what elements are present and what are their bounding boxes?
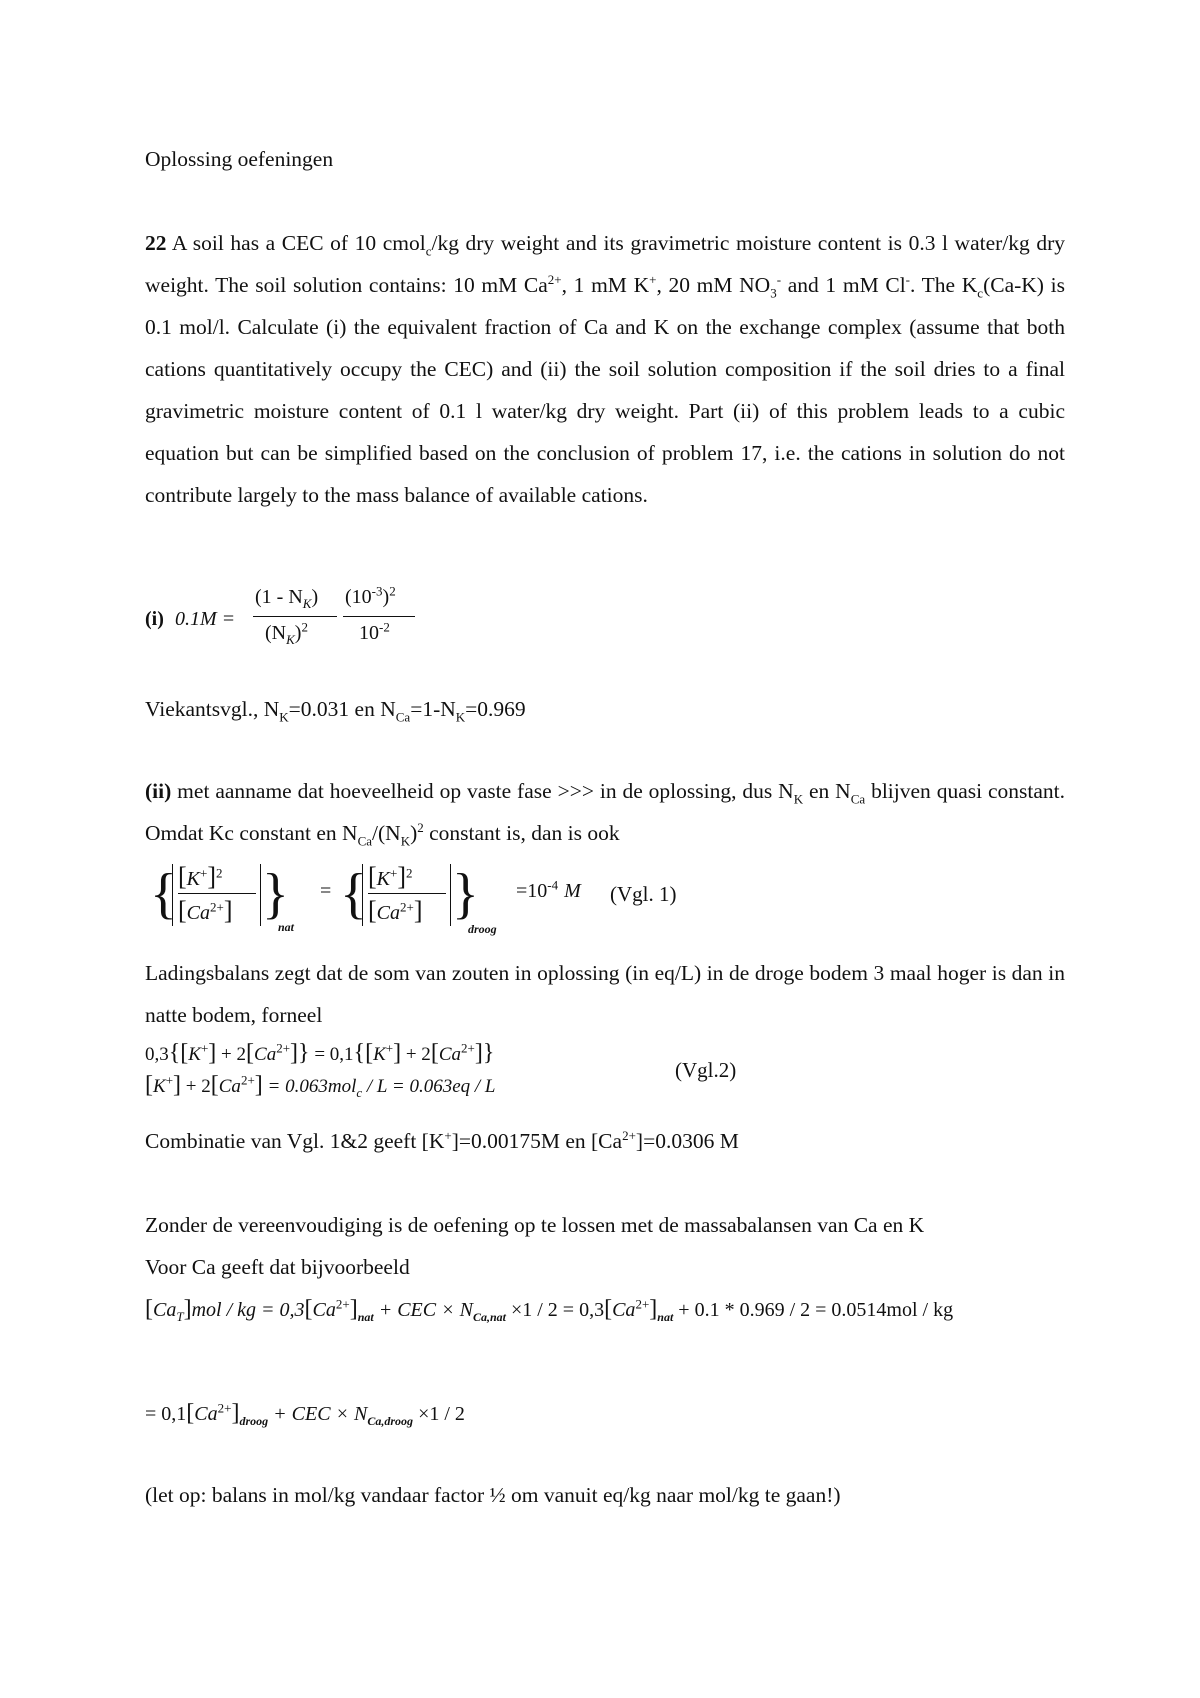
combination-result: Combinatie van Vgl. 1&2 geeft [K+]=0.00175M en $[Ca^{2+}]=0.0306$ M <box>145 1127 739 1153</box>
part-i-result: Viekantsvgl., $N_K=0.031$ en $N_{Ca}=1-N_K=0.969$ <box>145 697 526 725</box>
document-title: Oplossing oefeningen <box>145 147 334 171</box>
eq1-fraction-bar-left <box>178 893 256 894</box>
equation-1: { $[K^+]^2$ $[Ca^{2+}]$ } nat = { $[K^+]^2$ $[Ca^{2+}]$ } droog $=10^{-4}$ M (Vgl. 1) <box>150 862 677 936</box>
eq-denominator-2: $10^{-2}$ <box>359 619 390 644</box>
equation-4: = $0,1[Ca^{2+}]_{droog}$ + CEC × $N_{Ca,droog} \times 1 / 2$ <box>145 1400 465 1428</box>
eq-numerator-1: $(1 - N_K)$ <box>255 586 319 611</box>
equation-2-line-1: $0,3\{[K^+] + 2[Ca^{2+}]\} = 0,1\{[K^+] + 2[Ca^{2+}]\}$ <box>145 1040 495 1066</box>
part-i-equation: (i) 0.1M = $(1 - N_K)$ $(N_K)^2$ $(10^{-3})^2$ $10^{-2}$ <box>145 608 164 631</box>
part-ii-label: (ii) <box>145 779 172 803</box>
eq-numerator-2: $(10^{-3})^2$ <box>345 583 396 608</box>
equation-2 <box>145 1040 745 1110</box>
problem-number: 22 <box>145 231 167 255</box>
part-i-label: (i) <box>145 608 164 630</box>
without-simplification-line-2: Voor Ca geeft dat bijvoorbeeld <box>145 1255 410 1279</box>
note: (let op: balans in mol/kg vandaar factor ½ om vanuit eq/kg naar mol/kg te gaan!) <box>145 1483 841 1507</box>
problem-statement: 22 A soil has a CEC of 10 cmol$_c$/kg dry weight and its gravimetric moisture content is 0.3 l water/kg dry weight. The soil solution contains: 10 mM $Ca^{2+}$, 1 mM K+, 20 mM $NO_3^-$ and 1 mM Cl-. The $K_c(Ca-K)$ is 0.1 mol/l. Calculate (i) the equivalent fraction of Ca and K on the exchange complex (assume that both cations quantitatively occupy the CEC) and (ii) the soil solution composition if the soil dries to a final gravimetric moisture content of 0.1 l water/kg dry weight. Part (ii) of this problem leads to a cubic equation but can be simplified based on the conclusion of problem 17, i.e. the cations in solution do not contribute largely to the mass balance of available cations. <box>145 231 1066 507</box>
equation-3: $[Ca_T]mol$ / kg = $0,3[Ca^{2+}]_{nat}$ + CEC × $N_{Ca,nat} \times 1 / 2 = 0,3[Ca^{2+}]_{nat} + 0.1 * 0.969 / 2 = 0.0514mol$ / kg <box>145 1296 954 1324</box>
equation-1-label: (Vgl. 1) <box>610 882 677 906</box>
fraction-bar-1 <box>253 616 337 617</box>
eq1-fraction-bar-right <box>368 893 446 894</box>
fraction-bar-2 <box>343 616 415 617</box>
part-ii-text: (ii) met aanname dat hoeveelheid op vaste fase >>> in de oplossing, dus $N_K$ en $N_{Ca}$ blijven quasi constant. Omdat Kc constant en $N_{Ca}/(N_K)^2$ constant is, dan is ook <box>145 779 1066 849</box>
eq-denominator-1: $(N_K)^2$ <box>265 619 308 647</box>
equation-2-line-2: $[K^+] + 2[Ca^{2+}] = 0.063mol_c / L = 0.063eq / L$ <box>145 1072 496 1100</box>
without-simplification-line-1: Zonder de vereenvoudiging is de oefening op te lossen met de massabalansen van Ca en K <box>145 1213 925 1237</box>
charge-balance-text: Ladingsbalans zegt dat de som van zouten in oplossing (in eq/L) in de droge bodem 3 maal hoger is dan in natte bodem, forneel <box>145 961 1065 1027</box>
equation-2-label: (Vgl.2) <box>675 1058 737 1082</box>
